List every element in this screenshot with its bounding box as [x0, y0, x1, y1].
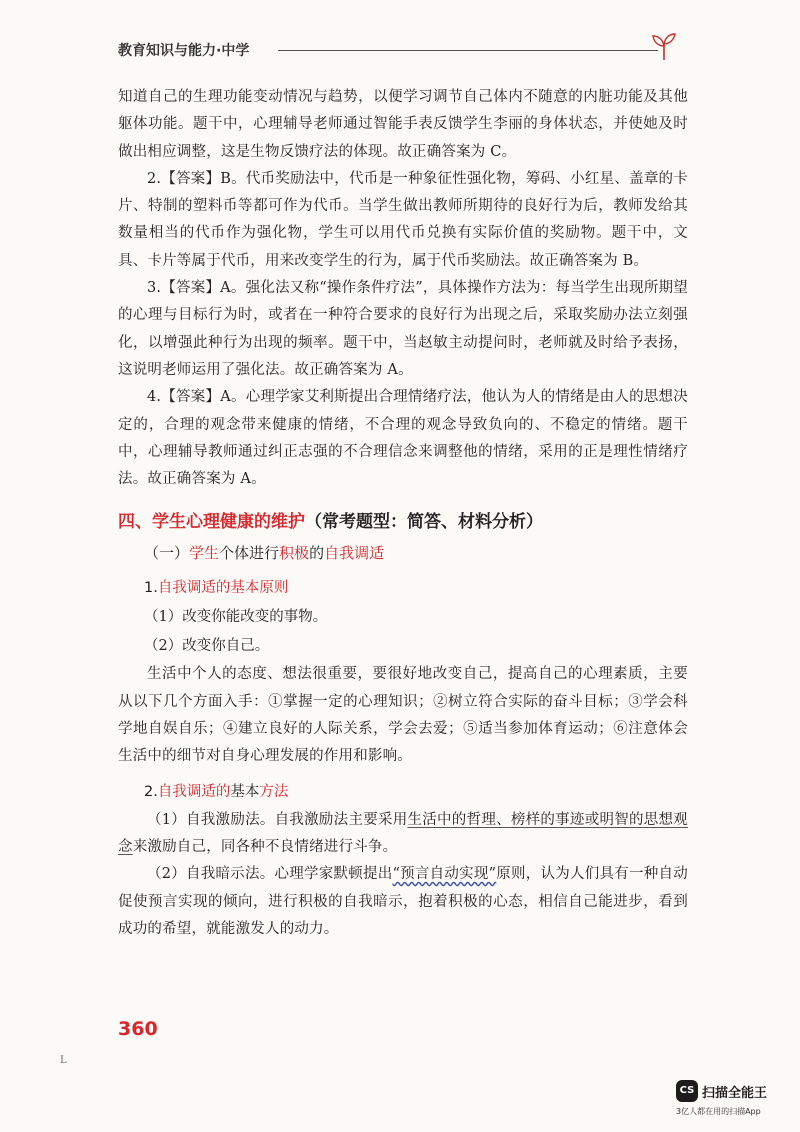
subsection-plain-1: 个体进行	[219, 544, 280, 563]
item-2-title-red-2: 方法	[259, 783, 289, 800]
header-title: 教育知识与能力·中学	[118, 43, 250, 59]
answer-paragraph-2: 2.【答案】B。代币奖励法中，代币是一种象征性强化物，筹码、小红星、盖章的卡片、特制的塑料币等都可作为代币。当学生做出教师所期待的良好行为后，教师发给其数量相当的代币作为强化物，学生可以用代币兑换有实际价值的奖励物。题干中，文具、卡片等属于代币，用来改变学生的行为，属于代币奖励法。故正确答案为 B。	[118, 170, 688, 269]
sprout-icon	[650, 32, 678, 62]
subsection-prefix: （一）	[144, 544, 190, 563]
answer-paragraph-4: 4.【答案】A。心理学家艾利斯提出合理情绪疗法，他认为人的情绪是由人的思想决定的，合理的观念带来健康的情绪，不合理的观念导致负向的、不稳定的情绪。题干中，心理辅导教师通过纠正志强的不合理信念来调整他的情绪，采用的正是理性情绪疗法。故正确答案为 A。	[118, 389, 688, 488]
item-2-method-a-end: 来激励自己，同各种不良情绪进行斗争。	[132, 838, 398, 855]
item-1-point-a: （1）改变你能改变的事物。	[144, 609, 328, 626]
item-2-method-a	[118, 807, 688, 862]
item-2-title-red-1: 自我调适的	[157, 783, 231, 800]
subsection-title	[144, 542, 688, 563]
subsection-highlight-2: 积极	[279, 544, 310, 563]
item-1-point-b: （2）改变你自己。	[144, 638, 270, 655]
item-2-title-plain: 基本	[230, 783, 260, 800]
answer-paragraph-1: 知道自己的生理功能变动情况与趋势，以便学习调节自己体内不随意的内脏功能及其他躯体功能。题干中，心理辅导老师通过智能手表反馈学生李丽的身体状态，并使她及时做出相应调整，这是生物反馈疗法的体现。故正确答案为 C。	[118, 89, 688, 160]
item-2-method-b-start: （2）自我暗示法。心理学家默顿提出	[147, 866, 393, 883]
item-2-method-b-wavy: “预言自动实现”	[392, 866, 497, 883]
item-2-number: 2.	[144, 783, 158, 800]
section-title	[118, 507, 688, 532]
scanner-app-name: 扫描全能王	[702, 1086, 768, 1101]
section-title-note: （常考题型：简答、材料分析）	[305, 512, 543, 533]
subsection-highlight-3: 自我调适	[324, 544, 385, 563]
item-2-method-b	[118, 861, 688, 943]
page-header	[118, 36, 678, 66]
scan-mark: L	[60, 1055, 67, 1066]
scanner-watermark	[676, 1080, 786, 1120]
subsection-plain-2: 的	[309, 544, 325, 563]
subsection-highlight-1: 学生	[189, 544, 220, 563]
item-1-title-text: 自我调适的基本原则	[157, 580, 289, 597]
item-2-title	[144, 779, 688, 805]
section-title-main: 四、学生心理健康的维护	[118, 512, 305, 533]
page-content	[118, 84, 688, 943]
item-2-method-a-start: （1）自我激励法。自我激励法主要采用	[147, 811, 408, 828]
header-rule	[278, 50, 658, 51]
item-1-text: 生活中个人的态度、想法很重要，要很好地改变自己，提高自己的心理素质，主要从以下几个方面入手：①掌握一定的心理知识；②树立符合实际的奋斗目标；③学会科学地自娱自乐；④建立良好的人际关系，学会去爱；⑤适当参加体育运动；⑥注意体会生活中的细节对自身心理发展的作用和影响。	[118, 666, 688, 765]
page-number: 360	[118, 1018, 158, 1040]
item-1-title	[144, 575, 688, 601]
item-2-method-b-end: 原则，认为人们具有一种自动促使预言实现的倾向，进行积极的自我暗示，抱着积极的心态，相信自己能进步，看到成功的希望，就能激发人的动力。	[118, 866, 688, 937]
answer-paragraph-3: 3.【答案】A。强化法又称“操作条件疗法”，具体操作方法为：每当学生出现所期望的心理与目标行为时，或者在一种符合要求的良好行为出现之后，采取奖励办法立刻强化，以增强此种行为出现的频率。题干中，当赵敏主动提问时，老师就及时给予表扬，这说明老师运用了强化法。故正确答案为 A。	[118, 280, 688, 378]
item-1-number: 1.	[144, 580, 158, 597]
scanner-tagline: 3亿人都在用的扫描App	[676, 1107, 761, 1116]
item-2-method-a-underlined: 生活中的哲理、榜样的事迹或明智的思想观念	[118, 811, 688, 855]
scanner-logo-icon: CS	[676, 1080, 698, 1102]
